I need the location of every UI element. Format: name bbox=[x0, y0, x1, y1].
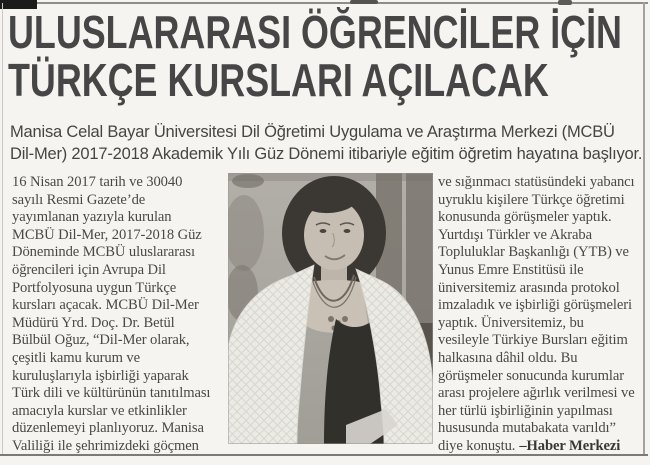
headline-line-1: ULUSLARARASI ÖĞRENCİLER İÇİN bbox=[8, 6, 622, 58]
text-line: hususunda mutabakata varıldı” bbox=[438, 420, 616, 437]
text-line: Valiliği ile şehrimizdeki göçmen bbox=[12, 437, 199, 454]
article-right-column bbox=[438, 174, 646, 456]
text-line: her türlü işbirliğinin yapılması bbox=[438, 402, 613, 419]
text-line: görüşmeler sonucunda kurumlar bbox=[438, 367, 624, 384]
background-blur-shape bbox=[232, 174, 264, 188]
headline bbox=[8, 8, 650, 104]
text-line: öğrencileri için Avrupa Dil bbox=[12, 261, 166, 278]
text-line: üniversitemiz arasında protokol bbox=[438, 279, 620, 296]
text-line: yayımlanan yazıyla kurulan bbox=[12, 209, 172, 226]
text-line: düzenlemeyi planlıyoruz. Manisa bbox=[12, 420, 204, 437]
text-line: Türk dili ve kültürünün tanıtılması bbox=[12, 385, 211, 402]
text-line: çeşitli kamu kurum ve bbox=[12, 349, 140, 366]
text-line: Müdürü Yrd. Doç. Dr. Betül bbox=[12, 314, 175, 331]
closing-text: diye konuştu. bbox=[438, 437, 516, 454]
text-line: yaptık. Üniversitemiz, bu bbox=[438, 314, 584, 331]
text-line: sayılı Resmi Gazete’de bbox=[12, 191, 146, 208]
portrait-photo-graphic bbox=[228, 173, 433, 444]
portrait-photo bbox=[228, 173, 433, 444]
text-line: amacıyla kurslar ve etkinlikler bbox=[12, 402, 187, 419]
text-line: kuruluşlarıyla işbirliği yaparak bbox=[12, 367, 189, 384]
eye bbox=[344, 229, 351, 233]
text-line: vesileyle Türkiye Bursları eğitim bbox=[438, 332, 628, 349]
ink-smudge bbox=[558, 0, 572, 5]
text-line: Döneminde MCBÜ uluslararası bbox=[12, 244, 195, 261]
headline-line-2: TÜRKÇE KURSLARI AÇILACAK bbox=[8, 54, 549, 106]
article-left-column bbox=[12, 174, 228, 456]
text-line: Portfolyosuna uygun Türkçe bbox=[12, 279, 177, 296]
text-line: MCBÜ Dil-Mer, 2017-2018 Güz bbox=[12, 226, 202, 243]
left-edge-rule bbox=[2, 3, 3, 455]
top-rule bbox=[36, 2, 648, 4]
byline: –Haber Merkezi bbox=[519, 437, 621, 454]
ink-smudge bbox=[350, 0, 378, 4]
text-line: Yurtdışı Türkler ve Akraba bbox=[438, 226, 592, 243]
text-line: arası projelere ağırlık verilmesi ve bbox=[438, 385, 635, 402]
subheadline bbox=[10, 121, 642, 165]
text-line: uyruklu kişilere Türkçe öğretimi bbox=[438, 191, 625, 208]
text-line: halkasına dâhil oldu. Bu bbox=[438, 349, 578, 366]
text-line: Topluluklar Başkanlığı (YTB) ve bbox=[438, 244, 629, 261]
eye bbox=[320, 229, 327, 233]
text-line: imzaladık ve işbirliği görüşmeleri bbox=[438, 297, 632, 314]
text-line: Manisa Celal Bayar Üniversitesi Dil Öğretimi Uygulama ve Araştırma Merkezi (MCBÜ bbox=[10, 123, 615, 141]
text-line: 16 Nisan 2017 tarih ve 30040 bbox=[12, 174, 183, 190]
text-line: Bülbül Oğuz, “Dil-Mer olarak, bbox=[12, 332, 190, 349]
text-line: kursları açacak. MCBÜ Dil-Mer bbox=[12, 297, 199, 314]
text-line: ve sığınmacı statüsündeki yabancı bbox=[438, 174, 635, 190]
text-line: Yunus Emre Enstitüsü ile bbox=[438, 261, 584, 278]
text-line: konusunda görüşmeler yaptık. bbox=[438, 209, 612, 226]
right-column-lines bbox=[438, 174, 646, 438]
text-line: Dil-Mer) 2017-2018 Akademik Yılı Güz Dönemi itibariyle eğitim öğretim hayatına başlıyor. bbox=[10, 145, 643, 163]
closing-line bbox=[438, 438, 646, 456]
